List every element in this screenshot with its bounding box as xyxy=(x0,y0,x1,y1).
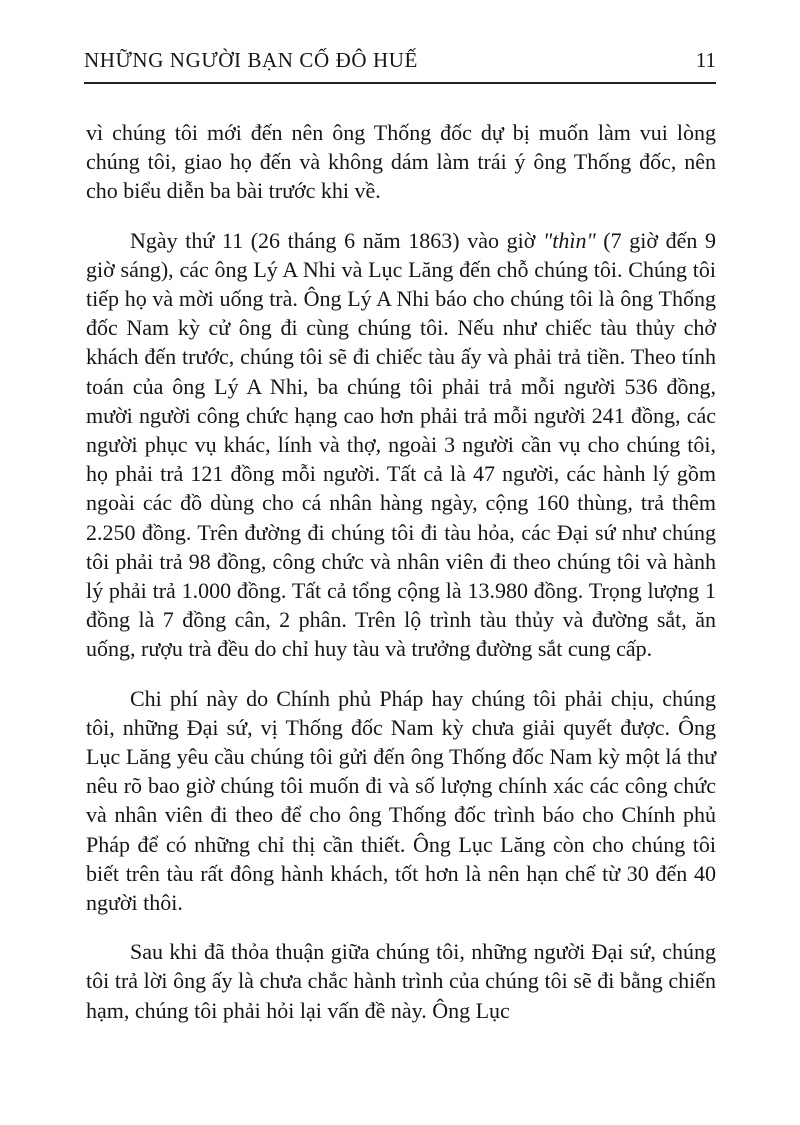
paragraph-3: Chi phí này do Chính phủ Pháp hay chúng tôi phải chịu, chúng tôi, những Đại sứ, vị Thống đốc Nam kỳ chưa giải quyết được. Ông Lục Lăng yêu cầu chúng tôi gửi đến ông Thống đốc Nam kỳ một lá thư nêu rõ bao giờ chúng tôi muốn đi và số lượng chính xác các công chức và nhân viên đi theo để cho ông Thống đốc trình báo cho Chính phủ Pháp để có những chỉ thị cần thiết. Ông Lục Lăng còn cho chúng tôi biết trên tàu rất đông hành khách, tốt hơn là nên hạn chế từ 30 đến 40 người thôi. xyxy=(86,685,716,916)
body-text xyxy=(86,118,716,1045)
page-number: 11 xyxy=(695,48,716,72)
running-title: NHỮNG NGƯỜI BẠN CỐ ĐÔ HUẾ xyxy=(84,48,418,72)
paragraph-1: vì chúng tôi mới đến nên ông Thống đốc dự bị muốn làm vui lòng chúng tôi, giao họ đến và không dám làm trái ý ông Thống đốc, nên cho biểu diễn ba bài trước khi về. xyxy=(86,120,716,204)
paragraph-2-italic-term: "thìn" xyxy=(542,227,596,253)
paragraph-4: Sau khi đã thỏa thuận giữa chúng tôi, những người Đại sứ, chúng tôi trả lời ông ấy là chưa chắc hành trình của chúng tôi sẽ đi bằng chiến hạm, chúng tôi phải hỏi lại vấn đề này. Ông Lục xyxy=(86,939,716,1023)
page-header xyxy=(84,44,716,84)
paragraph-2-text-before: Ngày thứ 11 (26 tháng 6 năm 1863) vào giờ xyxy=(130,227,543,253)
paragraph-2 xyxy=(86,226,716,664)
paragraph-2-text-after: (7 giờ đến 9 giờ sáng), các ông Lý A Nhi và Lục Lăng đến chỗ chúng tôi. Chúng tôi tiếp họ và mời uống trà. Ông Lý A Nhi báo cho chúng tôi là ông Thống đốc Nam kỳ cử ông đi cùng chúng tôi. Nếu như chiếc tàu thủy chở khách đến trước, chúng tôi sẽ đi chiếc tàu ấy và phải trả tiền. Theo tính toán của ông Lý A Nhi, ba chúng tôi phải trả mỗi người 536 đồng, mười người công chức hạng cao hơn phải trả mỗi người 241 đồng, các người phục vụ khác, lính và thợ, ngoài 3 người cần vụ cho chúng tôi, họ phải trả 121 đồng mỗi người. Tất cả là 47 người, các hành lý gồm ngoài các đồ dùng cho cá nhân hàng ngày, cộng 160 thùng, trả thêm 2.250 đồng. Trên đường đi chúng tôi đi tàu hỏa, các Đại sứ như chúng tôi phải trả 98 đồng, công chức và nhân viên đi theo chúng tôi và hành lý phải trả 1.000 đồng. Tất cả tổng cộng là 13.980 đồng. Trọng lượng 1 đồng là 7 đồng cân, 2 phân. Trên lộ trình tàu thủy và đường sắt, ăn uống, rượu trà đều do chỉ huy tàu và trưởng đường sắt cung cấp. xyxy=(86,227,716,662)
